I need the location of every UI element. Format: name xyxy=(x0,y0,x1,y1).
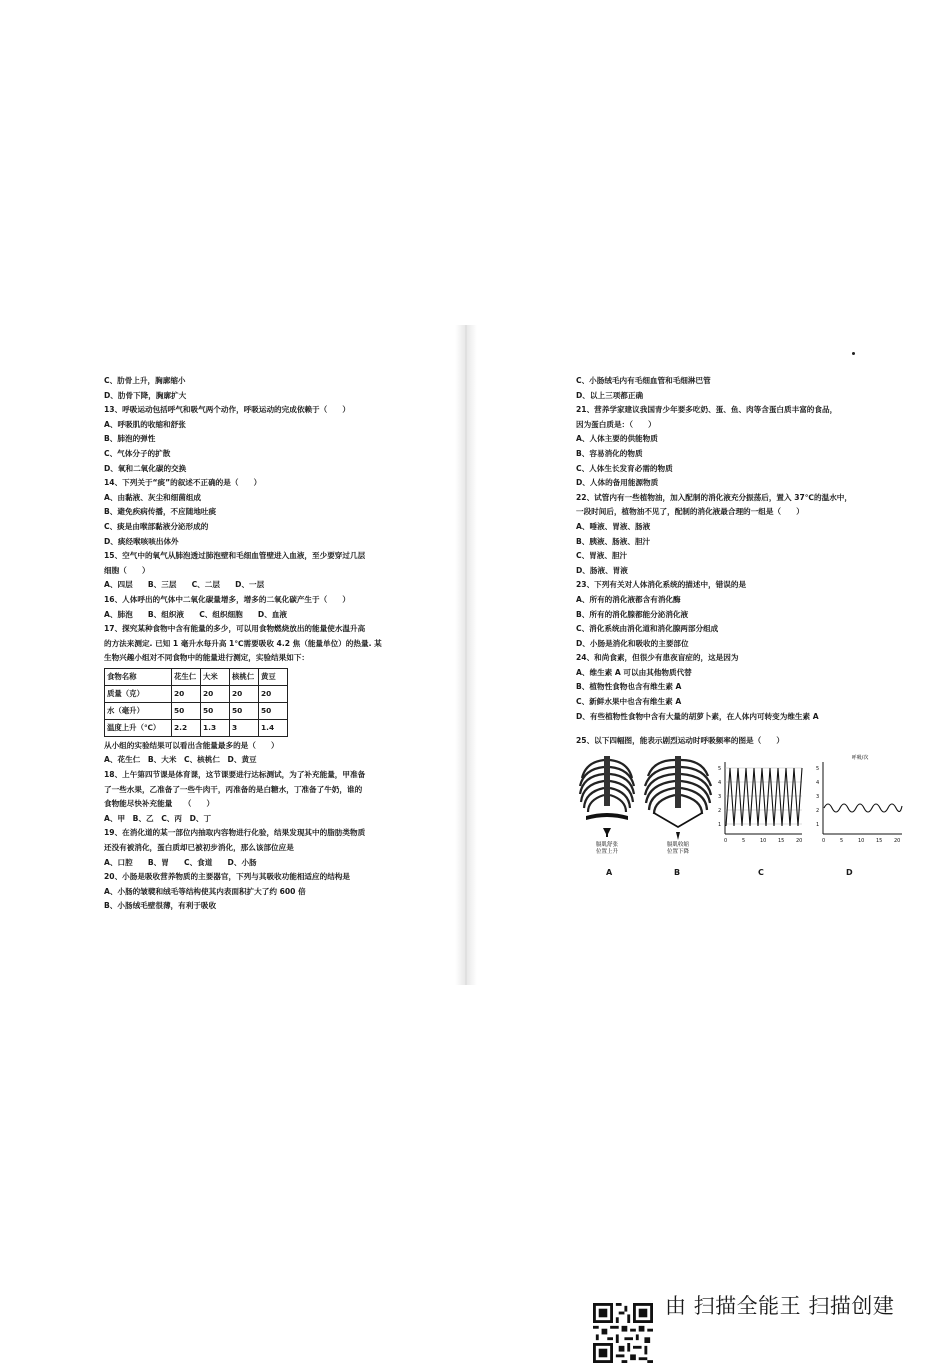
ribcage-figure-a xyxy=(576,752,638,857)
table-cell: 50 xyxy=(230,702,259,719)
question-16: 16、人体呼出的气体中二氧化碳量增多，增多的二氧化碳产生于（ ） xyxy=(104,594,350,604)
fig-c-ytick: 4 xyxy=(718,780,722,786)
text-line: B、小肠绒毛壁很薄，有利于吸收 xyxy=(104,901,217,911)
chart-figure-d xyxy=(814,752,906,860)
text-line: A、肺泡 B、组织液 C、组织细胞 D、血液 xyxy=(104,609,288,619)
food-energy-table xyxy=(104,668,288,737)
text-line: D、痰经喉咳咳出体外 xyxy=(104,536,179,546)
question-15: 15、空气中的氧气从肺泡透过肺泡壁和毛细血管壁进入血液，至少要穿过几层 xyxy=(104,551,366,561)
text-line: D、肠液、胃液 xyxy=(576,565,628,575)
text-line: B、肺泡的弹性 xyxy=(104,434,156,444)
fig-c-curve xyxy=(726,768,802,826)
table-cell: 20 xyxy=(172,685,201,702)
fig-c-ytick: 3 xyxy=(718,794,722,800)
fig-d-xtick: 15 xyxy=(876,838,883,844)
text-line: D、有些植物性食物中含有大量的胡萝卜素，在人体内可转变为维生素 A xyxy=(576,711,819,721)
text-line: C、新鲜水果中也含有维生素 A xyxy=(576,697,682,707)
text-line: A、唾液、胃液、肠液 xyxy=(576,521,651,531)
qr-code-icon xyxy=(593,1303,653,1363)
text-line: B、容易消化的物质 xyxy=(576,448,643,458)
table-cell: 大米 xyxy=(201,668,230,685)
fig-d-title: 呼吸/次 xyxy=(851,755,869,761)
fig-b-caption-1: 膈肌收缩 xyxy=(666,842,690,848)
table-cell: 3 xyxy=(230,719,259,736)
center-fold-shadow xyxy=(455,325,477,985)
fig-c-xtick: 15 xyxy=(778,838,785,844)
text-line: C、气体分子的扩散 xyxy=(104,448,171,458)
fig-c-ytick: 1 xyxy=(718,822,722,828)
text-line: C、人体生长发育必需的物质 xyxy=(576,463,673,473)
fig-label-d: D xyxy=(846,868,853,877)
text-line: A、口腔 B、胃 C、食道 D、小肠 xyxy=(104,857,257,867)
text-line: A、人体主要的供能物质 xyxy=(576,434,658,444)
fig-c-xtick: 5 xyxy=(742,838,746,844)
chart-figure-c xyxy=(716,760,808,860)
table-cell: 20 xyxy=(230,685,259,702)
fig-a-caption-2: 位置上升 xyxy=(595,849,619,855)
table-cell: 核桃仁 xyxy=(230,668,259,685)
q25-figures xyxy=(576,752,911,882)
fig-a-caption-1: 膈肌舒张 xyxy=(595,842,619,848)
table-cell: 黄豆 xyxy=(259,668,288,685)
text-line: 细胞（ ） xyxy=(104,565,150,575)
fig-label-a: A xyxy=(606,868,613,877)
table-cell: 温度上升（℃） xyxy=(105,719,172,736)
table-row xyxy=(105,719,288,736)
text-line: C、消化系统由消化道和消化腺两部分组成 xyxy=(576,624,719,634)
text-line: D、人体的备用能源物质 xyxy=(576,478,659,488)
text-line: C、胃液、胆汁 xyxy=(576,551,628,561)
text-line: 从小组的实验结果可以看出含能量最多的是（ ） xyxy=(104,740,279,750)
text-line: C、小肠绒毛内有毛细血管和毛细淋巴管 xyxy=(576,376,711,385)
question-24: 24、和尚食素，但很少有患夜盲症的，这是因为 xyxy=(576,653,739,663)
question-22: 22、试管内有一些植物油，加入配制的消化液充分振荡后，置入 37℃的温水中， xyxy=(576,492,852,502)
fig-d-curve xyxy=(824,804,902,812)
question-20: 20、小肠是吸收营养物质的主要器官，下列与其吸收功能相适应的结构是 xyxy=(104,872,350,882)
fig-d-ytick: 1 xyxy=(816,822,820,828)
question-21: 21、营养学家建议我国青少年要多吃奶、蛋、鱼、肉等含蛋白质丰富的食品， xyxy=(576,405,838,415)
fig-d-xtick: 0 xyxy=(822,838,826,844)
text-line: A、由黏液、灰尘和细菌组成 xyxy=(104,492,202,502)
question-17: 17、探究某种食物中含有能量的多少，可以用食物燃烧放出的能量使水温升高 xyxy=(104,624,366,634)
text-line: B、避免疾病传播，不应随地吐痰 xyxy=(104,507,217,517)
table-cell: 食物名称 xyxy=(105,668,172,685)
fig-d-ytick: 4 xyxy=(816,780,820,786)
fig-b-caption-2: 位置下降 xyxy=(666,849,690,855)
text-line: A、小肠的皱襞和绒毛等结构使其内表面积扩大了约 600 倍 xyxy=(104,886,306,896)
table-cell: 50 xyxy=(259,702,288,719)
fig-d-xtick: 10 xyxy=(858,838,865,844)
text-line: A、四层 B、三层 C、二层 D、一层 xyxy=(104,580,265,590)
fig-c-ytick: 5 xyxy=(718,766,722,772)
text-line: 的方法来测定. 已知 1 毫升水每升高 1℃需要吸收 4.2 焦（能量单位）的热量. 某 xyxy=(104,638,382,648)
fig-c-xtick: 10 xyxy=(760,838,767,844)
text-line: D、肋骨下降，胸廓扩大 xyxy=(104,390,187,400)
text-line: 了一些水果，乙准备了一些牛肉干，丙准备的是白糖水，丁准备了牛奶，谁的 xyxy=(104,784,363,794)
text-line: A、所有的消化液都含有消化酶 xyxy=(576,594,681,604)
text-line: B、植物性食物也含有维生素 A xyxy=(576,682,682,692)
text-line: 生物兴趣小组对不同食物中的能量进行测定，实验结果如下： xyxy=(104,653,310,663)
right-column xyxy=(576,374,931,749)
table-cell: 20 xyxy=(259,685,288,702)
text-line: C、痰是由喉部黏液分泌形成的 xyxy=(104,521,209,531)
fig-d-xtick: 20 xyxy=(894,838,901,844)
question-13: 13、呼吸运动包括呼气和吸气两个动作，呼吸运动的完成依赖于（ ） xyxy=(104,405,350,415)
fig-label-c: C xyxy=(758,868,764,877)
text-line: A、维生素 A 可以由其他物质代替 xyxy=(576,667,692,677)
fig-c-xtick: 20 xyxy=(796,838,803,844)
table-cell: 质量（克） xyxy=(105,685,172,702)
scanner-watermark: 由 扫描全能王 扫描创建 xyxy=(665,1294,895,1318)
question-25: 25、以下四幅图，能表示剧烈运动时呼吸频率的图是（ ） xyxy=(576,736,785,746)
fig-c-xtick: 0 xyxy=(724,838,728,844)
question-23: 23、下列有关对人体消化系统的描述中，错误的是 xyxy=(576,580,747,590)
fig-d-ytick: 2 xyxy=(816,808,820,814)
table-cell: 1.3 xyxy=(201,719,230,736)
text-line: 还没有被消化，蛋白质却已被初步消化，那么该部位应是 xyxy=(104,843,294,853)
fig-c-ytick: 2 xyxy=(718,808,722,814)
table-row xyxy=(105,685,288,702)
text-line: C、肋骨上升，胸廓缩小 xyxy=(104,376,186,385)
question-18: 18、上午第四节课是体育课，这节课要进行达标测试，为了补充能量，甲准备 xyxy=(104,770,366,780)
table-row xyxy=(105,702,288,719)
text-line: A、呼吸肌的收缩和舒张 xyxy=(104,419,186,429)
table-cell: 50 xyxy=(201,702,230,719)
text-line: A、甲 B、乙 C、丙 D、丁 xyxy=(104,813,212,823)
fig-d-xtick: 5 xyxy=(840,838,844,844)
fig-d-ytick: 3 xyxy=(816,794,820,800)
text-line: 一段时间后，植物油不见了，配制的消化液最合理的一组是（ ） xyxy=(576,507,804,517)
table-cell: 1.4 xyxy=(259,719,288,736)
table-header-row xyxy=(105,668,288,685)
text-line: D、氧和二氧化碳的交换 xyxy=(104,463,187,473)
text-line: A、花生仁 B、大米 C、核桃仁 D、黄豆 xyxy=(104,755,257,765)
ribcage-figure-b xyxy=(642,752,714,857)
table-cell: 50 xyxy=(172,702,201,719)
text-line: D、小肠是消化和吸收的主要部位 xyxy=(576,638,689,648)
fig-d-ytick: 5 xyxy=(816,766,820,772)
table-cell: 20 xyxy=(201,685,230,702)
table-cell: 2.2 xyxy=(172,719,201,736)
table-cell: 水（毫升） xyxy=(105,702,172,719)
text-line: B、所有的消化腺都能分泌消化液 xyxy=(576,609,689,619)
text-line: 食物能尽快补充能量 （ ） xyxy=(104,799,215,809)
fig-label-b: B xyxy=(674,868,681,877)
text-line: D、以上三项都正确 xyxy=(576,390,644,400)
table-cell: 花生仁 xyxy=(172,668,201,685)
speck xyxy=(852,352,855,355)
left-column xyxy=(104,374,449,914)
question-14: 14、下列关于“痰”的叙述不正确的是（ ） xyxy=(104,478,262,488)
question-19: 19、在消化道的某一部位内抽取内容物进行化验，结果发现其中的脂肪类物质 xyxy=(104,828,366,838)
text-line: 因为蛋白质是：（ ） xyxy=(576,419,656,429)
text-line: B、胰液、肠液、胆汁 xyxy=(576,536,651,546)
